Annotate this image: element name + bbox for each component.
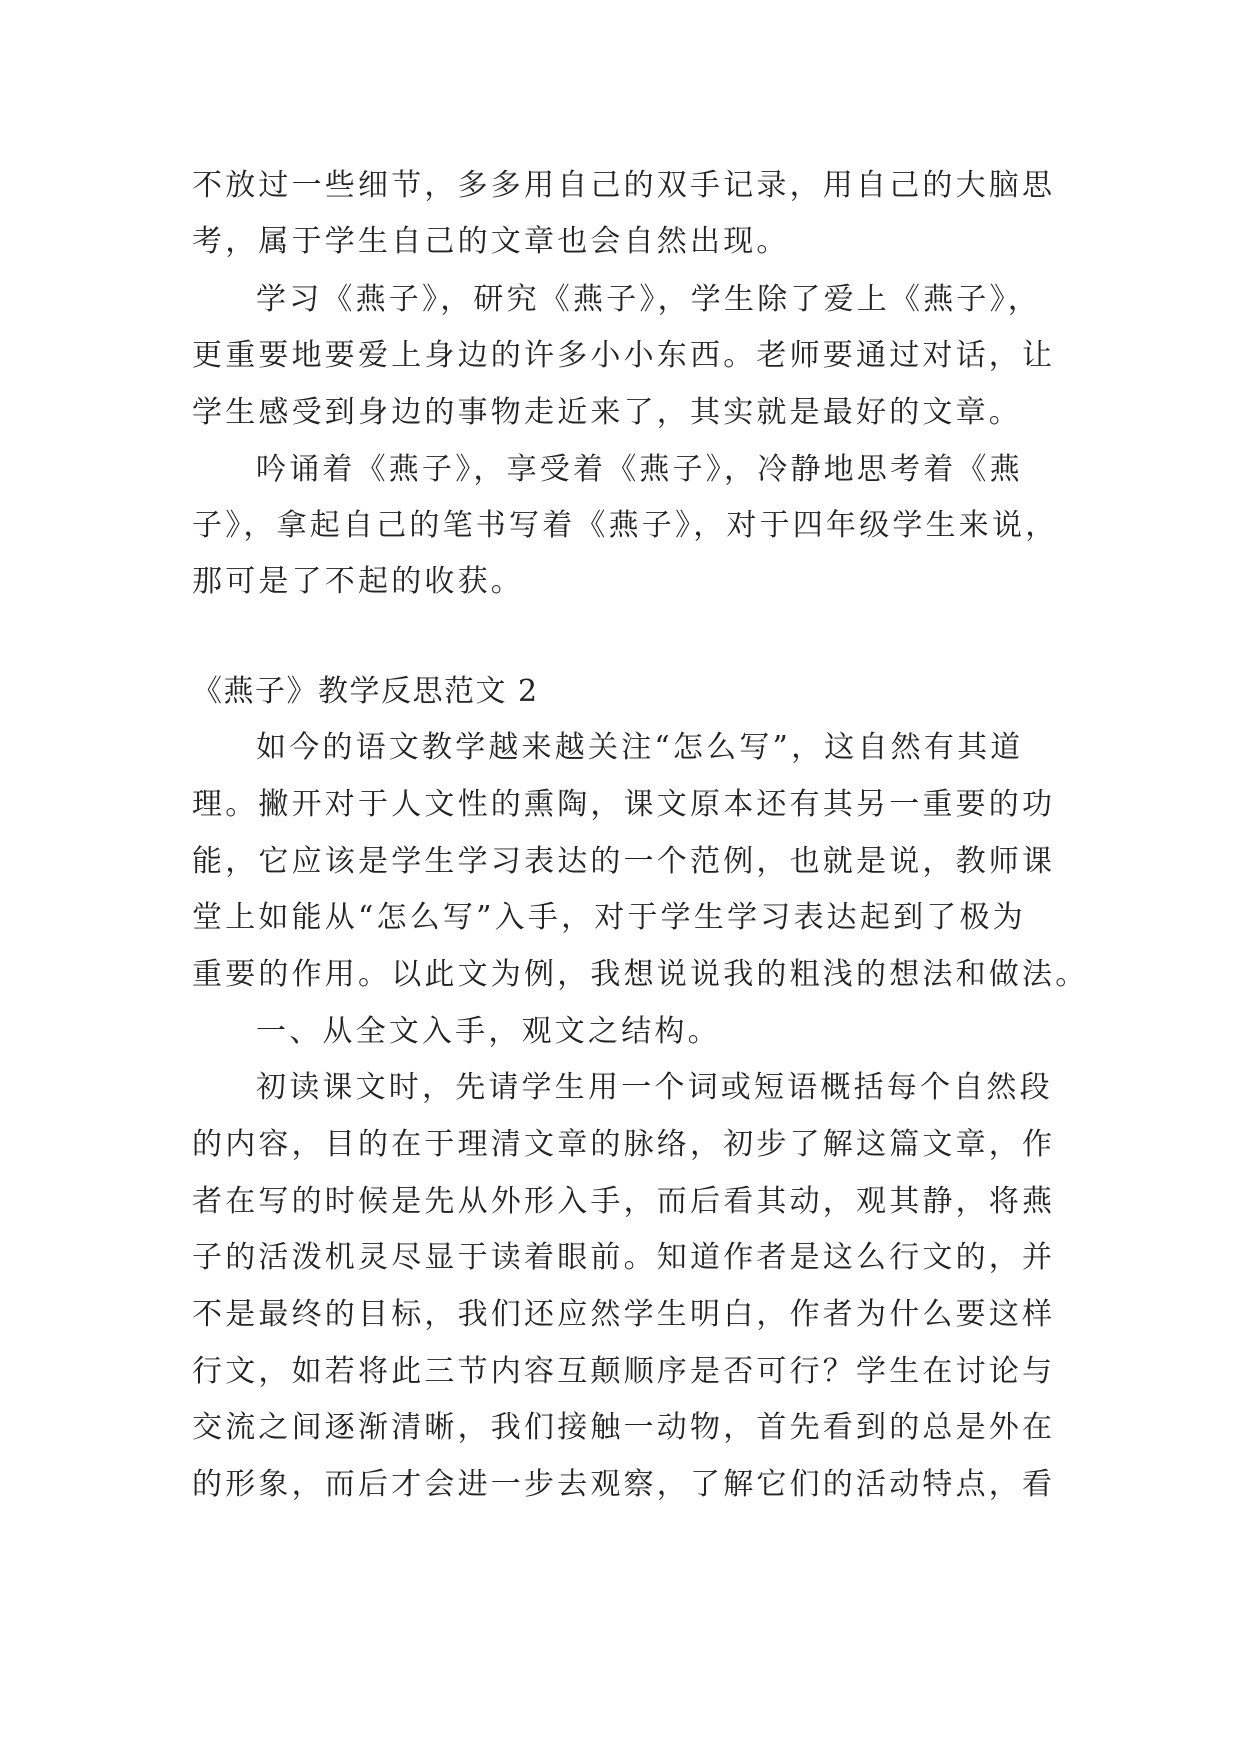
section-heading: 《燕子》教学反思范文 2 bbox=[192, 674, 539, 709]
paragraph-line: 能，它应该是学生学习表达的一个范例，也就是说，教师课 bbox=[192, 844, 1056, 879]
paragraph-line: 子的活泼机灵尽显于读着眼前。知道作者是这么行文的，并 bbox=[192, 1240, 1056, 1275]
paragraph-line: 考，属于学生自己的文章也会自然出现。 bbox=[192, 224, 790, 259]
paragraph-line: 那可是了不起的收获。 bbox=[192, 564, 524, 599]
paragraph-line: 不是最终的目标，我们还应然学生明白，作者为什么要这样 bbox=[192, 1297, 1056, 1332]
paragraph-line: 者在写的时候是先从外形入手，而后看其动，观其静，将燕 bbox=[192, 1184, 1056, 1219]
paragraph-line: 行文，如若将此三节内容互颠顺序是否可行？学生在讨论与 bbox=[192, 1354, 1056, 1389]
paragraph-line: 如今的语文教学越来越关注“怎么写”，这自然有其道 bbox=[256, 730, 1024, 765]
paragraph-line: 子》，拿起自己的笔书写着《燕子》，对于四年级学生来说， bbox=[192, 508, 1059, 543]
paragraph-line: 更重要地要爱上身边的许多小小东西。老师要通过对话，让 bbox=[192, 338, 1056, 373]
paragraph-line: 理。撇开对于人文性的熏陶，课文原本还有其另一重要的功 bbox=[192, 787, 1056, 822]
paragraph-line: 堂上如能从“怎么写”入手，对于学生学习表达起到了极为 bbox=[192, 900, 1026, 935]
paragraph-line: 一、从全文入手，观文之结构。 bbox=[256, 1014, 721, 1049]
paragraph-line: 交流之间逐渐清晰，我们接触一动物，首先看到的总是外在 bbox=[192, 1410, 1056, 1445]
paragraph-line: 的内容，目的在于理清文章的脉络，初步了解这篇文章，作 bbox=[192, 1127, 1056, 1162]
paragraph-line: 学习《燕子》，研究《燕子》，学生除了爱上《燕子》， bbox=[256, 282, 1041, 317]
paragraph-line: 重要的作用。以此文为例，我想说说我的粗浅的想法和做法。 bbox=[192, 957, 1089, 992]
paragraph-line: 不放过一些细节，多多用自己的双手记录，用自己的大脑思 bbox=[192, 168, 1056, 203]
paragraph-line: 的形象，而后才会进一步去观察，了解它们的活动特点，看 bbox=[192, 1467, 1056, 1502]
paragraph-line: 初读课文时，先请学生用一个词或短语概括每个自然段 bbox=[256, 1070, 1053, 1105]
paragraph-line: 吟诵着《燕子》，享受着《燕子》，冷静地思考着《燕 bbox=[256, 452, 1023, 487]
paragraph-line: 学生感受到身边的事物走近来了，其实就是最好的文章。 bbox=[192, 395, 1022, 430]
